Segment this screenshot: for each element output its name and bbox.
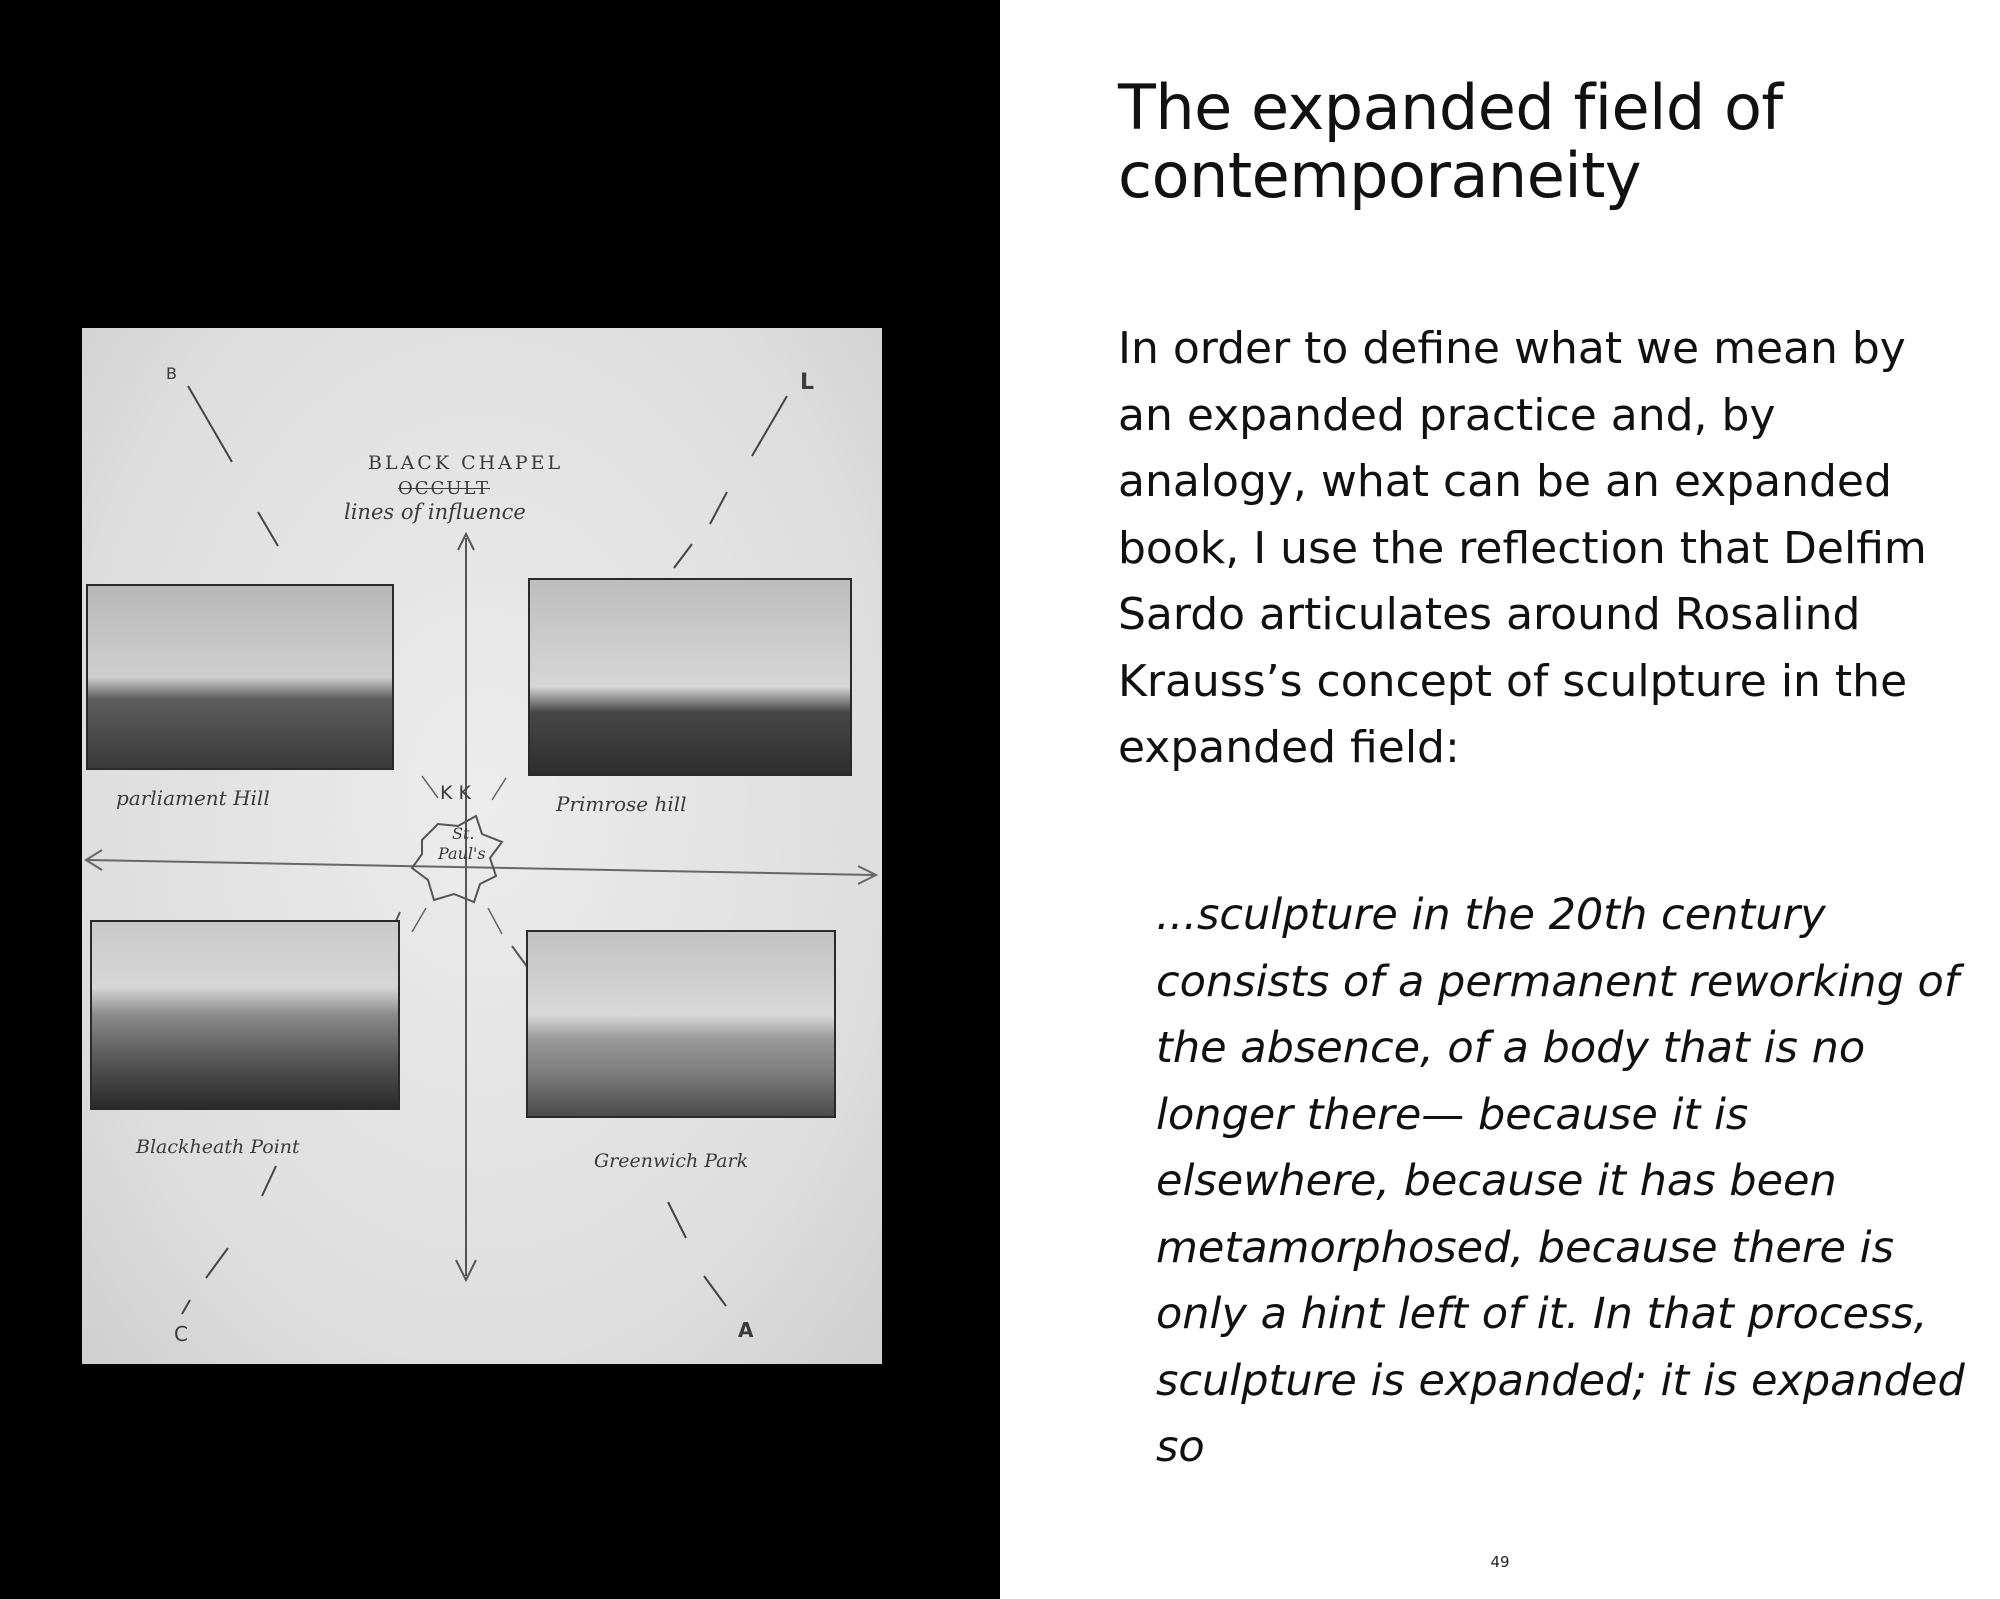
chapter-title: The expanded field of contemporaneity: [1118, 71, 1783, 212]
annotation-black-chapel: BLACK CHAPEL: [368, 452, 564, 474]
corner-letter-c: C: [174, 1322, 188, 1346]
corner-letter-a: A: [738, 1318, 754, 1342]
body-paragraph: In order to define what we mean by an expanded practice and, by analogy, what can be an expanded book, I use the reflection that Delfim Sardo articulates around Rosalind Krauss’s concept of sculpture in the expanded field:: [1118, 323, 1927, 773]
caption-parliament-hill: parliament Hill: [116, 786, 270, 810]
annotation-lines-of-influence: lines of influence: [344, 500, 526, 524]
right-page: [1000, 0, 2000, 1599]
annotation-occult: OCCULT: [398, 478, 490, 499]
sketchbook-photograph: [82, 328, 882, 1364]
center-label-st: St.: [452, 824, 475, 843]
corner-letter-l: L: [800, 370, 815, 395]
photo-parliament-hill: [86, 584, 394, 770]
photo-blackheath-point: [90, 920, 400, 1110]
center-letters-k: K K: [440, 782, 471, 804]
corner-letter-b: B: [166, 364, 177, 383]
photo-greenwich-park: [526, 930, 836, 1118]
caption-blackheath-point: Blackheath Point: [136, 1136, 300, 1158]
page-number: 49: [1490, 1553, 1510, 1571]
caption-greenwich-park: Greenwich Park: [594, 1150, 749, 1172]
block-quote: ...sculpture in the 20th century consists of a permanent reworking of the absence, of a body that is no longer there— because it is elsewhere, because it has been metamorphosed, because there is only a hint left of it. In that process, sculpture is expanded; it is expanded so: [1156, 890, 1965, 1472]
center-label-pauls: Paul's: [438, 844, 486, 863]
photo-primrose-hill: [528, 578, 852, 776]
caption-primrose-hill: Primrose hill: [556, 792, 687, 816]
